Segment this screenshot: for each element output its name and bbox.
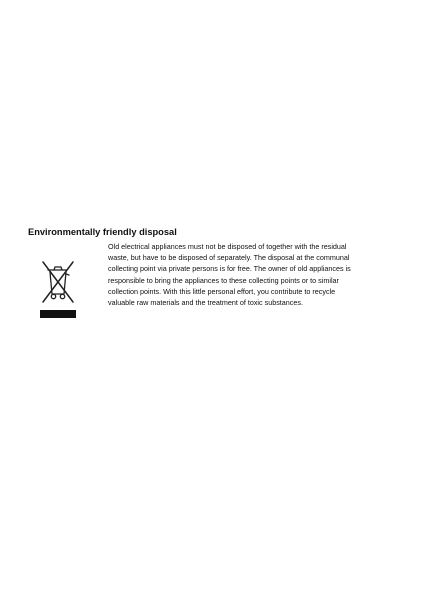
paragraph-line: waste, but have to be disposed of separately. The disposal at the communal (108, 253, 350, 263)
paragraph-line: valuable raw materials and the treatment of toxic substances. (108, 298, 303, 308)
paragraph-line: collection points. With this little personal effort, you contribute to recycle (108, 286, 336, 296)
section-heading: Environmentally friendly disposal (28, 227, 177, 237)
paragraph-line: Old electrical appliances must not be disposed of together with the residual (108, 242, 347, 251)
paragraph-line: responsible to bring the appliances to these collecting points or to similar (108, 275, 339, 285)
disposal-section (28, 227, 388, 308)
paragraph-line: collecting point via private persons is for free. The owner of old appliances is (108, 264, 351, 274)
crossed-out-wheelie-bin-icon (40, 256, 76, 318)
disposal-paragraph (108, 241, 383, 308)
